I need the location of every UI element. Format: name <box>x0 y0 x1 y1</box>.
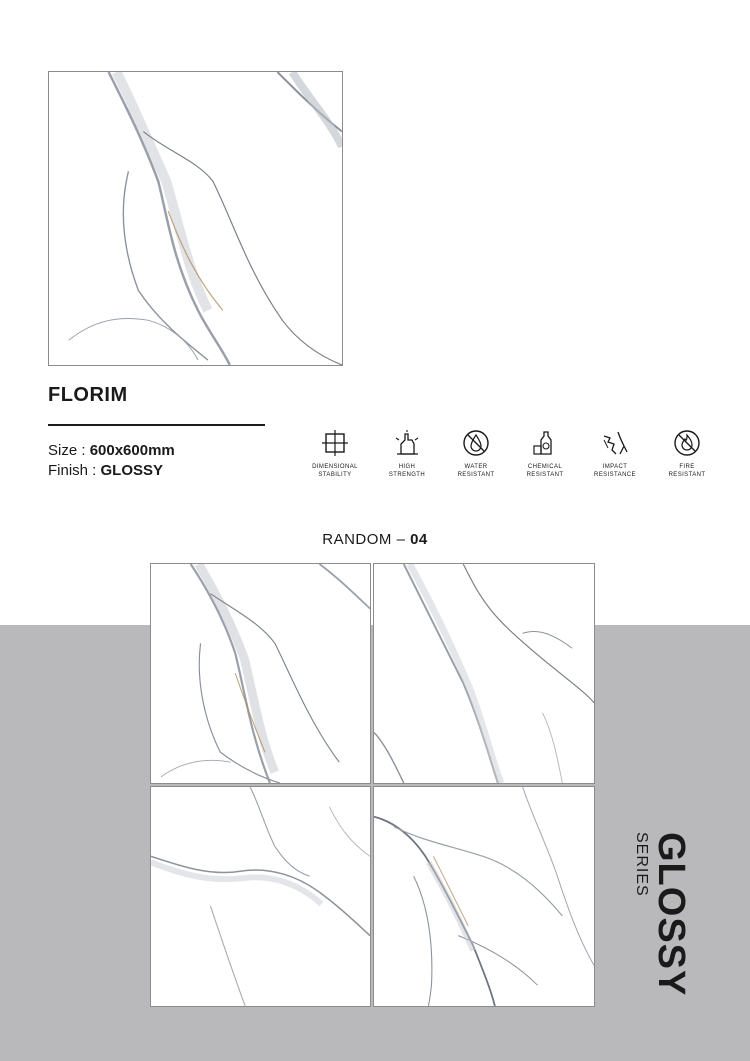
grid-tile-1 <box>150 563 371 784</box>
random-number: 04 <box>410 531 428 548</box>
random-layout-title <box>0 531 750 548</box>
spec-finish <box>48 462 163 479</box>
high-strength-icon <box>392 428 422 458</box>
feature-label-line2: STABILITY <box>318 472 352 478</box>
size-value: 600x600mm <box>89 442 175 459</box>
feature-label-line2: RESISTANT <box>526 472 564 478</box>
grid-tile-2 <box>373 563 595 784</box>
feature-label-line1: FIRE <box>679 464 695 470</box>
finish-value: GLOSSY <box>100 462 164 479</box>
feature-chemical-resistant <box>510 428 580 479</box>
feature-label-line2: RESISTANCE <box>594 472 636 478</box>
grid-tile-3 <box>150 786 371 1007</box>
grid-tile-4 <box>373 786 595 1007</box>
feature-label-line2: STRENGTH <box>388 472 426 478</box>
feature-water-resistant <box>441 428 511 479</box>
hero-marble-tile-image <box>48 71 343 366</box>
feature-label-line1: IMPACT <box>602 464 628 470</box>
fire-resistant-icon <box>672 428 702 458</box>
feature-dimensional-stability <box>300 428 370 479</box>
finish-label: Finish : <box>48 462 101 479</box>
feature-label-line1: DIMENSIONAL <box>312 464 358 470</box>
chemical-resistant-icon <box>530 428 560 458</box>
series-sub-text: SERIES <box>633 832 650 897</box>
feature-impact-resistance <box>580 428 650 479</box>
feature-high-strength <box>372 428 442 479</box>
series-label <box>622 830 692 997</box>
feature-icons-row <box>300 428 720 488</box>
feature-label-line2: RESISTANT <box>668 472 706 478</box>
feature-label-line1: CHEMICAL <box>527 464 563 470</box>
random-label: RANDOM – <box>322 531 411 548</box>
feature-label-line2: RESISTANT <box>457 472 495 478</box>
dimensional-stability-icon <box>320 428 350 458</box>
feature-label-line1: WATER <box>464 464 488 470</box>
series-main-text: GLOSSY <box>650 832 692 997</box>
impact-resistance-icon <box>600 428 630 458</box>
title-divider <box>48 424 265 426</box>
feature-label-line1: HIGH <box>398 464 416 470</box>
feature-fire-resistant <box>652 428 722 479</box>
product-name: FLORIM <box>48 384 128 406</box>
spec-size <box>48 442 175 459</box>
size-label: Size : <box>48 442 90 459</box>
water-resistant-icon <box>461 428 491 458</box>
